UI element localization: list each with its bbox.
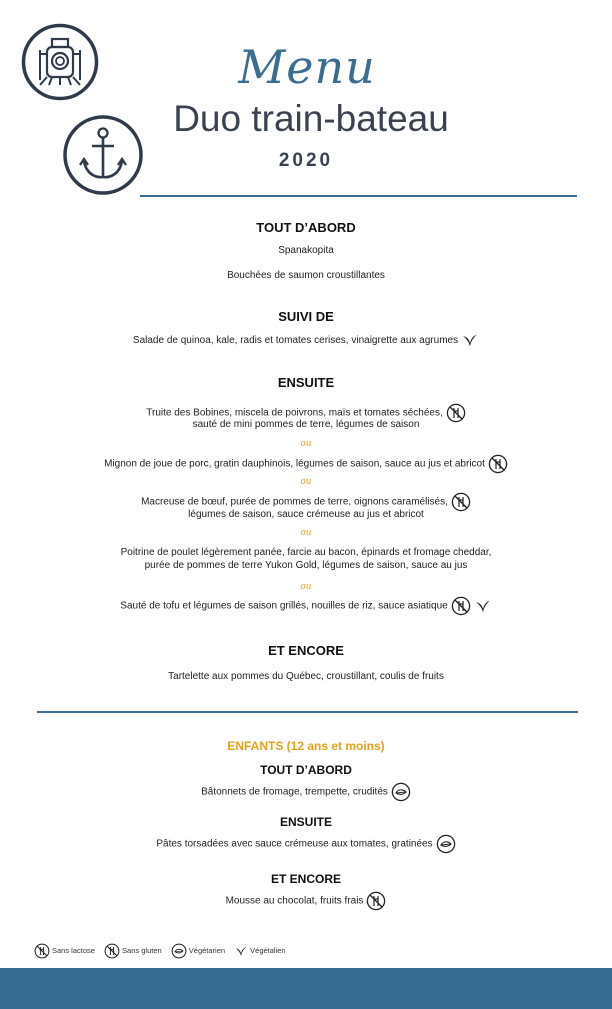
kids-section-title-et-encore: ET ENCORE [270,872,341,886]
kids-menu-item [0,891,612,911]
menu-item-text: Bâtonnets de fromage, trempette, crudités [201,786,388,798]
menu-item: Bouchées de saumon croustillantes [227,270,385,281]
menu-item-text: Mignon de joue de porc, gratin dauphinois, légumes de saison, sauce au jus et abricot [104,458,485,470]
vegan-icon [234,945,248,958]
legend-label: Sans lactose [52,945,95,955]
menu-item [0,454,612,474]
vegetarian-icon [391,782,411,802]
vegetarian-icon [171,943,187,959]
menu-item: Spanakopita [278,245,334,256]
menu-item: Poitrine de poulet légèrement panée, farcie au bacon, épinards et fromage cheddar, [120,547,492,558]
kids-section-title-tout-dabord: TOUT D’ABORD [260,763,352,777]
kids-section-title-ensuite: ENSUITE [279,815,332,829]
or-separator: ou [300,439,312,449]
or-separator: ou [300,528,312,538]
lactose-free-icon [34,943,50,959]
legend-label: Végétalien [250,945,286,955]
section-title-tout-dabord: TOUT D’ABORD [256,220,356,235]
menu-item-text: Mousse au chocolat, fruits frais [225,895,364,907]
footer-band [0,968,612,1009]
legend-gluten [104,946,162,955]
or-separator: ou [300,477,312,487]
menu-item-text: Pâtes torsadées avec sauce crémeuse aux tomates, gratinées [156,838,433,850]
dietary-legend [34,943,293,959]
vegetarian-icon [436,834,456,854]
kids-heading: ENFANTS (12 ans et moins) [227,739,385,753]
section-title-et-encore: ET ENCORE [268,643,344,658]
or-separator: ou [300,582,312,592]
legend-lactose [34,946,95,955]
section-title-ensuite: ENSUITE [277,375,335,390]
anchor-icon [62,114,144,196]
menu-item-continued: purée de pommes de terre Yukon Gold, légumes de saison, sauce au jus [144,560,468,571]
kids-divider [37,711,578,713]
lactose-free-icon [451,596,471,616]
kids-menu-item [0,782,612,802]
menu-item [0,596,612,616]
kids-menu-item [0,834,612,854]
legend-label: Végétarien [188,945,226,955]
vegan-icon [461,332,479,349]
menu-title: Menu [238,40,376,94]
menu-item-text: Macreuse de bœuf, purée de pommes de terre, oignons caramélisés, [141,496,448,508]
header-divider [140,195,577,197]
section-title-suivi-de: SUIVI DE [278,309,334,324]
legend-vegetarian [171,946,225,955]
vegan-icon [474,598,492,615]
menu-item-continued: sauté de mini pommes de terre, légumes de saison [192,419,420,430]
menu-item-text: Salade de quinoa, kale, radis et tomates cerises, vinaigrette aux agrumes [132,335,459,347]
menu-item-continued: légumes de saison, sauce crémeuse au jus et abricot [188,509,424,520]
lactose-free-icon [488,454,508,474]
lactose-free-icon [366,891,386,911]
train-icon [20,22,100,102]
legend-vegan [234,946,285,955]
gluten-free-icon [104,943,120,959]
menu-item-text: Sauté de tofu et légumes de saison grillés, nouilles de riz, sauce asiatique [120,600,448,612]
menu-item [0,332,612,349]
legend-label: Sans gluten [122,945,162,955]
menu-item: Tartelette aux pommes du Québec, croustillant, coulis de fruits [168,671,444,682]
menu-year: 2020 [278,150,334,171]
menu-subtitle: Duo train-bateau [173,98,449,139]
menu-item-text: Truite des Bobines, miscela de poivrons, maïs et tomates séchées, [146,407,443,419]
